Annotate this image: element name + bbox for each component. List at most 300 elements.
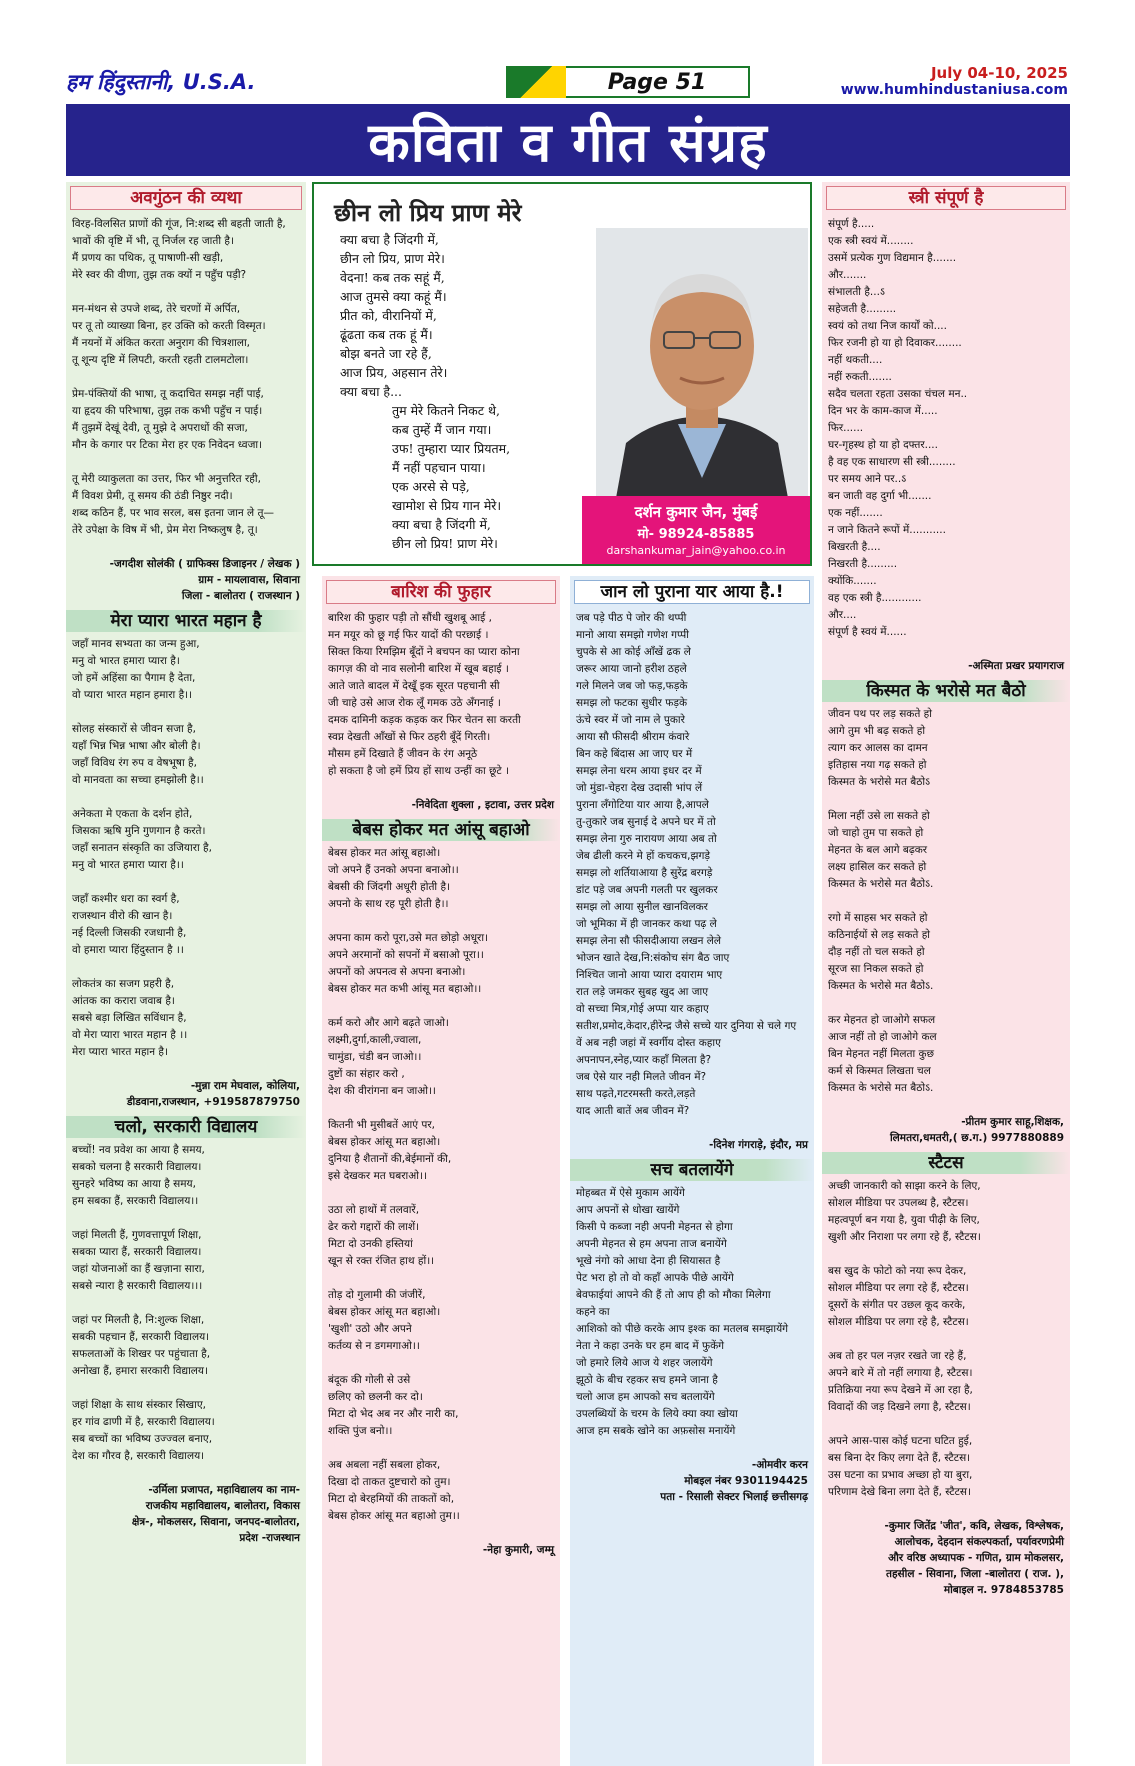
- poem-stanza: [328, 1202, 554, 1270]
- poem-stanza: [328, 1372, 554, 1440]
- poem-stanza: [328, 1457, 554, 1525]
- banner-title: कविता व गीत संग्रह: [368, 111, 768, 174]
- poem-line: स्वयं को तथा निज कार्यों को....: [828, 320, 947, 332]
- author-phone: मो- 98924-85885: [637, 527, 755, 542]
- poem-line: निश्चित जानो आया प्यारा दयाराम भाए: [576, 969, 723, 981]
- poem-line: प्रेम-पंक्तियों की भाषा, तू कदाचित समझ नहीं पाई,: [72, 388, 264, 400]
- poem-line: सोशल मीडिया पर लगा रहे हैं, स्टैटस।: [828, 1282, 969, 1294]
- poem-line: एक नहीं.......: [828, 507, 883, 519]
- poem-line: जीवन पथ पर लड़ सकते हो: [828, 708, 932, 720]
- poem-stanza: [328, 1287, 554, 1355]
- poem-line: जहाँ कश्मीर धरा का स्वर्ग है,: [72, 893, 180, 905]
- poem-line: जो अपने हैं उनको अपना बनाओ।।: [328, 864, 459, 876]
- poem-line: चुपके से आ कोई आँखें ढक ले: [576, 646, 691, 658]
- poem-body: [822, 216, 1070, 641]
- poem-line: जहां पर मिलती है, नि:शुल्क शिक्षा,: [72, 1314, 205, 1326]
- poem-line: सुनहरे भविष्य का आया है समय,: [72, 1178, 196, 1190]
- poem-line: भोजन खाते देख,नि:संकोच संग बैठ जाए: [576, 952, 730, 964]
- poem-stanza: [72, 1312, 300, 1380]
- poem-line: क्योंकि.......: [828, 575, 877, 587]
- poem-line: बेबसी की जिंदगी अधूरी होती है।: [328, 881, 451, 893]
- poem-line: अब तो हर पल नज़र रखते जा रहे हैं,: [828, 1350, 967, 1362]
- poem-line: मिटा दो उनकी हस्तियां: [328, 1238, 413, 1250]
- poem-stanza: [328, 610, 554, 780]
- poem-line: सोलह संस्कारों से जीवन सजा है,: [72, 723, 196, 735]
- poem-line: एक स्त्री स्वयं में........: [828, 235, 914, 247]
- poem-line: मिला नहीं उसे ला सकते हो: [828, 810, 930, 822]
- poem-title: स्त्री संपूर्ण है: [826, 186, 1066, 210]
- featured-poem-title: छीन लो प्रिय प्राण मेरे: [334, 199, 522, 227]
- poem-stanza: [328, 1117, 554, 1185]
- poem-line: सब बच्चों का भविष्य उज्ज्वल बनाए,: [72, 1433, 213, 1445]
- poem-line: सबको चलना है सरकारी विद्यालय।: [72, 1161, 202, 1173]
- poem-stanza: [72, 216, 300, 284]
- poem-line: समझ लो आया सुनील खानविलकर: [576, 901, 708, 913]
- poem-line: आशिको को पीछे करके आप इश्क का मतलब समझायेंगे: [576, 1323, 789, 1335]
- poem-line: जहाँ सनातन संस्कृति का उजियारा है,: [72, 842, 212, 854]
- poem-line: खून से रक्त रंजित हाथ हों।।: [328, 1255, 435, 1267]
- poem-line: उस घटना का प्रभाव अच्छा हो या बुरा,: [828, 1469, 973, 1481]
- poem-line: कठिनाईयों से लड़ सकते हो: [828, 929, 931, 941]
- poem-line: स्वप्न देखती आँखों से फिर ठहरी बूँदें गिरती।: [328, 731, 491, 743]
- poem-line: मोहब्बत में ऐसे मुकाम आयेंगे: [576, 1187, 685, 1199]
- poem-credit: [322, 1542, 560, 1558]
- poem-line: अब अबला नहीं सबला होकर,: [328, 1459, 441, 1471]
- poem-body: [822, 706, 1070, 1097]
- poem-line: चलो आज हम आपको सच बतलायेंगे: [576, 1391, 715, 1403]
- poem-stanza: [828, 1263, 1064, 1331]
- section-banner: [66, 104, 1070, 176]
- poem-stanza: [828, 1348, 1064, 1416]
- poem-line: उठा लो हाथों में तलवारें,: [328, 1204, 420, 1216]
- featured-poem-line: मैं नहीं पहचान पाया।: [392, 460, 486, 475]
- featured-poem-line: प्रीत को, वीरानियों में,: [340, 308, 437, 323]
- poem-line: विवादों की जड़ दिखने लगा है, स्टैटस।: [828, 1401, 971, 1413]
- poem-line: वो हमारा प्यारा हिंदुस्तान है ।।: [72, 944, 184, 956]
- poem-line: तेरे उपेक्षा के विष में भी, प्रेम मेरा निष्कलुष है, तू।: [72, 524, 258, 536]
- poem-line: मेहनत के बल आगे बढ़कर: [828, 844, 928, 856]
- poem-stanza: [72, 1227, 300, 1295]
- poem-line: मनु वो भारत हमारा प्यारा है।।: [72, 859, 184, 871]
- poem-title: मेरा प्यारा भारत महान है: [66, 610, 306, 632]
- poem-stanza: [828, 910, 1064, 995]
- featured-poem-line: एक अरसे से पड़े,: [392, 479, 470, 494]
- poem-stanza: [72, 636, 300, 704]
- poem-title: अवगुंठन की व्यथा: [70, 186, 302, 210]
- poem-line: कर मेहनत हो जाओगे सफल: [828, 1014, 936, 1026]
- credit-line: मोबइल नंबर 9301194425: [684, 1475, 808, 1487]
- poem-line: गले मिलने जब जो फड़,फड़के: [576, 680, 688, 692]
- poem-body: [322, 845, 560, 1525]
- poem-line: वो मेरा प्यारा भारत महान है ।।: [72, 1029, 188, 1041]
- poem-line: छलिए को छलनी कर दो।: [328, 1391, 423, 1403]
- poem-line: प्रतिक्रिया नया रूप देखने में आ रहा है,: [828, 1384, 973, 1396]
- credit-line: मोबाइल न. 9784853785: [943, 1584, 1064, 1596]
- poem-line: बारिश की फुहार पड़ी तो सौंधी खुशबू आई ,: [328, 612, 492, 624]
- featured-poem-line: वेदना! कब तक सहूं मैं,: [340, 270, 445, 285]
- credit-line: -ओमवीर करन: [751, 1459, 808, 1471]
- poem-line: बिन कहे बिंदास आ जाए घर में: [576, 748, 693, 760]
- poem-credit: [66, 1482, 306, 1546]
- poem-stanza: [828, 1433, 1064, 1501]
- poem-line: और....: [828, 609, 857, 621]
- poem-title: जान लो पुराना यार आया है.!: [574, 580, 810, 604]
- poem-line: मानो आया समझो गणेश गप्पी: [576, 629, 689, 641]
- poem-line: आज नहीं तो हो जाओगे कल: [828, 1031, 937, 1043]
- poem-line: आते जाते बादल में देखूँ इक सूरत पहचानी सी: [328, 680, 500, 692]
- poem-line: आज हम सबके खोने का अफ़सोस मनायेंगे: [576, 1425, 736, 1437]
- featured-poem-line: तुम मेरे कितने निकट थे,: [392, 403, 501, 418]
- poem-line: दुनिया है शैतानों की,बेईमानों की,: [328, 1153, 452, 1165]
- poem-stanza: [72, 976, 300, 1061]
- poem-line: हम सबका हैं, सरकारी विद्यालय।।: [72, 1195, 199, 1207]
- poem-line: मेरा प्यारा भारत महान है।: [72, 1046, 168, 1058]
- poem-line: जहाँ मानव सभ्यता का जन्म हुआ,: [72, 638, 200, 650]
- poem-stanza: [72, 301, 300, 369]
- poem-line: बिन मेहनत नहीं मिलता कुछ: [828, 1048, 934, 1060]
- poem-line: मनु वो भारत हमारा प्यारा है।: [72, 655, 180, 667]
- poem-line: कर्म से किस्मत लिखता चल: [828, 1065, 931, 1077]
- poem-line: अनोखा हैं, हमारा सरकारी विद्यालय।: [72, 1365, 208, 1377]
- poem-line: सूरज सा निकल सकते हो: [828, 963, 924, 975]
- poem-line: वो प्यारा भारत महान हमारा है।।: [72, 689, 193, 701]
- featured-poem-line: आज प्रिय, अहसान तेरे।: [340, 365, 448, 380]
- poem-line: भावों की वृष्टि में भी, तू निर्जल रह जाती है।: [72, 235, 234, 247]
- poem-line: अच्छी जानकारी को साझा करने के लिए,: [828, 1180, 981, 1192]
- credit-line: डीडवाना,राजस्थान, +919587879750: [126, 1096, 300, 1108]
- credit-line: -उर्मिला प्रजापत, महाविद्यालय का नाम-: [148, 1484, 300, 1496]
- credit-line: -मुन्ना राम मेघवाल, कोलिया,: [190, 1080, 300, 1092]
- poem-line: सबका प्यारा हैं, सरकारी विद्यालय।: [72, 1246, 202, 1258]
- poem-line: न जाने कितने रूपों में...........: [828, 524, 946, 536]
- poem-line: नहीं रुकती.......: [828, 371, 892, 383]
- poem-line: कागज़ की वो नाव सलोनी बारिश में खूब बहाई ।: [328, 663, 509, 675]
- poem-line: शब्द कठिन हैं, पर भाव सरल, बस इतना जान ले तू—: [72, 507, 274, 519]
- credit-line: पता - रिसाली सेक्टर भिलाई छत्तीसगढ़: [660, 1491, 808, 1503]
- poem-line: उसमें प्रत्येक गुण विद्यमान है.......: [828, 252, 957, 264]
- credit-line: -जगदीश सोलंकी ( ग्राफिक्स डिजाइनर / लेखक ): [109, 558, 300, 570]
- poem-line: मैं प्रणय का पथिक, तू पाषाणी-सी खड़ी,: [72, 252, 224, 264]
- poem-line: किस्मत के भरोसे मत बैठोऽ: [828, 776, 931, 788]
- poem-line: अपने बारे में तो नहीं लगाया है, स्टैटस।: [828, 1367, 973, 1379]
- poem-line: जब पड़े पीठ पे जोर की थप्पी: [576, 612, 687, 624]
- poem-stanza: [828, 808, 1064, 893]
- poem-line: सबकी पहचान हैं, सरकारी विद्यालय।: [72, 1331, 210, 1343]
- author-badge: [582, 496, 810, 564]
- poem-line: सोशल मीडिया पर उपलब्ध है, स्टैटस।: [828, 1197, 969, 1209]
- poem-line: संपूर्ण है.....: [828, 218, 875, 230]
- credit-line: -अस्मिता प्रखर प्रयागराज: [968, 660, 1064, 672]
- poem-line: अपनों को अपनत्व से अपना बनाओ।: [328, 966, 466, 978]
- poem-line: वें अब नही जहां में स्वर्गीय दोस्त कहाए: [576, 1037, 721, 1049]
- poem-line: कितनी भी मुसीबतें आएं पर,: [328, 1119, 435, 1131]
- poem-line: इसे देखकर मत घबराओ।।: [328, 1170, 427, 1182]
- poem-line: अपना काम करो पूरा,उसे मत छोड़ो अधूरा।: [328, 932, 489, 944]
- poem-line: लोकतंत्र का सजग प्रहरी है,: [72, 978, 175, 990]
- poem-stanza: [828, 216, 1064, 641]
- poem-credit: [570, 1457, 814, 1505]
- poem-line: जहां शिक्षा के साथ संस्कार सिखाए,: [72, 1399, 207, 1411]
- poem-line: वह एक स्त्री है............: [828, 592, 922, 604]
- poem-line: दमक दामिनी कड़क कड़क कर फिर चेतन सा करती: [328, 714, 521, 726]
- poem-body: [66, 636, 306, 1061]
- poem-stanza: [72, 891, 300, 959]
- credit-line: तहसील - सिवाना, जिला -बालोतरा ( राज. ),: [886, 1568, 1064, 1580]
- poem-line: मेरे स्वर की वीणा, तुझ तक क्यों न पहुँच पड़ी?: [72, 269, 247, 281]
- poem-credit: [322, 797, 560, 813]
- poem-line: किस्मत के भरोसे मत बैठोऽ.: [828, 980, 934, 992]
- poem-line: याद आती बातें अब जीवन में?: [576, 1105, 690, 1117]
- poem-stanza: [576, 610, 808, 1120]
- poem-line: शक्ति पुंज बनो।।: [328, 1425, 393, 1437]
- poem-line: बस खुद के फोटो को नया रूप देकर,: [828, 1265, 967, 1277]
- poem-line: किस्मत के भरोसे मत बैठोऽ.: [828, 878, 934, 890]
- poem-line: तोड़ दो गुलामी की जंजीरें,: [328, 1289, 426, 1301]
- website-link[interactable]: www.humhindustaniusa.com: [840, 82, 1068, 98]
- poem-line: आया सौ फीसदी श्रीराम कंवारे: [576, 731, 690, 743]
- poem-line: समझ लेना धरम आया इधर दर में: [576, 765, 702, 777]
- poem-line: राजस्थान वीरो की खान है।: [72, 910, 173, 922]
- poem-line: जो चाहो तुम पा सकते हो: [828, 827, 924, 839]
- column-1: [66, 182, 306, 1764]
- poem-stanza: [328, 845, 554, 913]
- poem-line: जहाँ विविध रंग रुप व वेषभूषा है,: [72, 757, 197, 769]
- credit-line: -निवेदिता शुक्ला , इटावा, उत्तर प्रदेश: [411, 799, 554, 811]
- poem-line: समझ लेना गुरु नारायण आया अब तो: [576, 833, 717, 845]
- credit-line: -कुमार जितेंद्र 'जीत', कवि, लेखक, विश्लेषक,: [884, 1520, 1064, 1532]
- poem-line: समझ लो शर्तियाआया है सुरेंद्र बरगड़े: [576, 867, 713, 879]
- featured-poem-line: क्या बचा है जिंदगी में,: [392, 517, 491, 532]
- poem-line: डांट पड़े जब अपनी गलती पर खुलकर: [576, 884, 718, 896]
- poem-body: [66, 1142, 306, 1465]
- poem-line: महत्वपूर्ण बन गया है, युवा पीढ़ी के लिए,: [828, 1214, 980, 1226]
- poem-line: जब ऐसे यार नही मिलते जीवन में?: [576, 1071, 707, 1083]
- poem-line: अपने अरमानों को सपनों में बसाओ पूरा।।: [328, 949, 484, 961]
- poem-line: जो भूमिका में ही जानकर कथा पढ़ ले: [576, 918, 717, 930]
- poem-line: सफलताओं के शिखर पर पहुंचाता है,: [72, 1348, 211, 1360]
- poem-title: चलो, सरकारी विद्यालय: [66, 1116, 306, 1138]
- credit-line: ग्राम - मायलावास, सिवाना: [198, 574, 300, 586]
- poem-line: मन मयूर को छू गई फिर यादों की परछाई ।: [328, 629, 489, 641]
- featured-poem-line: छीन लो प्रिय, प्राण मेरे।: [340, 251, 445, 266]
- poem-line: या हृदय की परिभाषा, तुझ तक कभी पहुँच न पाई।: [72, 405, 263, 417]
- poem-line: बेबस होकर आंसू मत बहाओ।: [328, 1306, 441, 1318]
- poem-credit: [66, 1078, 306, 1110]
- poem-credit: [822, 658, 1070, 674]
- poem-stanza: [72, 806, 300, 874]
- poem-line: बेबस होकर मत आंसू बहाओ।: [328, 847, 441, 859]
- poem-line: और.......: [828, 269, 867, 281]
- featured-poem-line: कब तुम्हें मैं जान गया।: [392, 422, 492, 437]
- poem-line: आप अपनों से धोखा खायेंगे: [576, 1204, 680, 1216]
- poem-credit: [66, 556, 306, 604]
- poem-line: फिर रजनी हो या हो दिवाकर........: [828, 337, 962, 349]
- poem-stanza: [576, 1185, 808, 1440]
- poem-line: दिन भर के काम-काज में.....: [828, 405, 938, 417]
- featured-poem-line: उफ! तुम्हारा प्यार प्रियतम,: [392, 441, 511, 456]
- page-header: [66, 66, 1070, 100]
- poem-line: सबसे बड़ा लिखित सविंधान है,: [72, 1012, 187, 1024]
- poem-line: खुशी और निराशा पर लगा रहे हैं, स्टैटस।: [828, 1231, 981, 1243]
- poem-line: सहेजती है.........: [828, 303, 897, 315]
- poem-line: देश की वीरांगना बन जाओ।।: [328, 1085, 436, 1097]
- poem-line: सबसे न्यारा है सरकारी विद्यालय।।।: [72, 1280, 203, 1292]
- poem-line: सोशल मीडिया पर लगा रहे है, स्टैटस।: [828, 1316, 969, 1328]
- poem-line: ऊंचे स्वर में जो नाम ले पुकारे: [576, 714, 685, 726]
- poem-line: हो सकता है जो हमें प्रिय हों साथ उन्हीं का छूटे ।: [328, 765, 510, 777]
- poem-line: किसी पे कब्जा नही अपनी मेहनत से होगा: [576, 1221, 733, 1233]
- featured-poem-body: [340, 230, 610, 553]
- poem-line: पर समय आने पर..ऽ: [828, 473, 907, 485]
- poem-line: कहने का: [576, 1306, 610, 1318]
- featured-poem-line: खामोश से प्रिय गान मेरे।: [392, 498, 502, 513]
- poem-line: संपूर्ण है स्वयं में......: [828, 626, 907, 638]
- poem-line: तु-तुकारे जब सुनाई दे अपने घर में तो: [576, 816, 716, 828]
- credit-line: राजकीय महाविद्यालय, बालोतरा, विकास: [145, 1500, 300, 1512]
- poem-line: मन-मंथन से उपजे शब्द, तेरे चरणों में अर्पित,: [72, 303, 241, 315]
- poem-line: बेवफाईयां आपने की हैं तो आप ही को मौका मिलेगा: [576, 1289, 771, 1301]
- poem-body: [570, 610, 814, 1120]
- poem-line: जिसका ऋषि मुनि गुणगान है करते।: [72, 825, 206, 837]
- poem-line: जो हमारे लिये आज ये शहर जलायेंगे: [576, 1357, 713, 1369]
- poem-line: बस बिना देर किए लगा देते हैं, स्टैटस।: [828, 1452, 971, 1464]
- poem-line: विरह-विलसित प्राणों की गूंज, नि:शब्द सी बहती जाती है,: [72, 218, 286, 230]
- poem-line: कर्म करो और आगे बढ़ते जाओ।: [328, 1017, 449, 1029]
- poem-line: नहीं थकती....: [828, 354, 883, 366]
- poem-line: जहां योजनाओं का हैं खज़ाना सारा,: [72, 1263, 205, 1275]
- poem-line: पर तू तो व्याख्या बिना, हर उक्ति को करती विस्मृत।: [72, 320, 266, 332]
- poem-line: समझ लो फटका सुधीर फड़के: [576, 697, 688, 709]
- poem-line: दुष्टों का संहार करो ,: [328, 1068, 405, 1080]
- poem-stanza: [72, 721, 300, 789]
- author-name: दर्शन कुमार जैन, मुंबई: [634, 503, 758, 521]
- poem-line: त्याग कर आलस का दामन: [828, 742, 928, 754]
- featured-poem-box: [312, 182, 812, 566]
- poem-line: यहाँ भिन्न भिन्न भाषा और बोली है।: [72, 740, 201, 752]
- poem-line: सिक्त किया रिमझिम बूँदों ने बचपन का प्यारा कोना: [328, 646, 520, 658]
- masthead: हम हिंदुस्तानी, U.S.A.: [66, 70, 256, 94]
- poem-line: अनेकता मे एकता के दर्शन होते,: [72, 808, 193, 820]
- featured-poem-line: बोझ बनते जा रहे हैं,: [340, 346, 432, 361]
- poem-line: वो मानवता का सच्चा हमझोली है।।: [72, 774, 204, 786]
- poem-line: रात लड़े जमकर सुबह खुद आ जाए: [576, 986, 709, 998]
- poem-line: अपनापन,स्नेह,प्यार कहाँ मिलता है?: [576, 1054, 712, 1066]
- poem-line: नेता ने कहा उनके घर हम बाद में फुकेंगे: [576, 1340, 725, 1352]
- poem-line: परिणाम देखे बिना लगा देते हैं, स्टैटस।: [828, 1486, 971, 1498]
- poem-line: फिर......: [828, 422, 864, 434]
- poem-line: जो हमें अहिंसा का पैगाम है देता,: [72, 672, 196, 684]
- poem-line: है वह एक साधारण सी स्त्री........: [828, 456, 956, 468]
- column-4: [822, 182, 1070, 1764]
- poem-stanza: [828, 1178, 1064, 1246]
- poem-line: निखरती है.........: [828, 558, 898, 570]
- credit-line: और वरिष्ठ अध्यापक - गणित, ग्राम मोकलसर,: [888, 1552, 1064, 1564]
- poem-line: बेबस होकर आंसू मत बहाओ।: [328, 1136, 441, 1148]
- poem-line: चामुंडा, चंडी बन जाओ।।: [328, 1051, 422, 1063]
- featured-poem-line: छीन लो प्रिय! प्राण मेरे।: [392, 536, 498, 551]
- poem-body: [66, 216, 306, 539]
- poem-title: स्टैटस: [822, 1152, 1070, 1174]
- poem-line: समझ लेना सौ फीसदीआया लखन लेले: [576, 935, 722, 947]
- poem-line: दूसरों के संगीत पर उछल कूद करके,: [828, 1299, 966, 1311]
- poem-stanza: [328, 930, 554, 998]
- poem-line: झूठो के बीच रहकर सच हमने जाना है: [576, 1374, 718, 1386]
- page-number: Page 51: [564, 66, 750, 98]
- poem-body: [570, 1185, 814, 1440]
- poem-line: मैं तुझमें देखूं देवी, तू मुझे दे अपराधों की सजा,: [72, 422, 248, 434]
- poem-line: बंदूक की गोली से उसे: [328, 1374, 411, 1386]
- poem-line: वो सच्चा मित्र,गोई अप्पा यार कहाए: [576, 1003, 709, 1015]
- column-2: [322, 576, 560, 1766]
- poem-stanza: [72, 1397, 300, 1465]
- poem-line: बेबस होकर मत कभी आंसू मत बहाओ।।: [328, 983, 482, 995]
- poem-line: अपनी मेहनत से हम अपना ताज बनायेंगे: [576, 1238, 727, 1250]
- poem-line: पुराना लँगोटिया यार आया है,आपले: [576, 799, 709, 811]
- poem-line: मैं नयनों में अंकित करता अनुराग की चित्रशाला,: [72, 337, 251, 349]
- credit-line: क्षेत्र-, मोकलसर, सिवाना, जनपद-बालोतरा,: [131, 1516, 300, 1528]
- author-photo: [596, 228, 808, 498]
- poem-line: जहां मिलती हैं, गुणवत्तापूर्ण शिक्षा,: [72, 1229, 202, 1241]
- featured-poem-line: आज तुमसे क्या कहूं मैं।: [340, 289, 447, 304]
- poem-line: मिटा दो बेरहमियों की ताकतों को,: [328, 1493, 455, 1505]
- poem-line: लक्ष्मी,दुर्गा,काली,ज्वाला,: [328, 1034, 422, 1046]
- poem-line: रगो में साहस भर सकते हो: [828, 912, 928, 924]
- credit-line: लिमतरा,धमतरी,( छ.ग.) 9977880889: [889, 1132, 1064, 1144]
- author-email[interactable]: darshankumar_jain@yahoo.co.in: [606, 544, 786, 557]
- poem-stanza: [828, 1012, 1064, 1097]
- poem-line: तू शून्य दृष्टि में लिपटी, करती रहती टालमटोला।: [72, 354, 249, 366]
- credit-line: प्रदेश -राजस्थान: [239, 1532, 300, 1544]
- author-portrait-image: [596, 228, 808, 498]
- credit-line: -नेहा कुमारी, जम्मू: [482, 1544, 554, 1556]
- poem-line: दौड़ नहीं तो चल सकते हो: [828, 946, 925, 958]
- poem-line: अपने आस-पास कोई घटना घटित हुई,: [828, 1435, 973, 1447]
- poem-line: बन जाती वह दुर्गा भी.......: [828, 490, 932, 502]
- poem-line: आगे तुम भी बढ़ सकते हो: [828, 725, 926, 737]
- poem-stanza: [72, 471, 300, 539]
- poem-title: किस्मत के भरोसे मत बैठो: [822, 680, 1070, 702]
- poem-credit: [570, 1137, 814, 1153]
- column-3: [570, 576, 814, 1766]
- credit-line: -दिनेश गंगराड़े, इंदौर, मप्र: [708, 1139, 808, 1151]
- poem-line: उपलब्धियों के चरम के लिये क्या क्या खोया: [576, 1408, 738, 1420]
- credit-line: जिला - बालोतरा ( राजस्थान ): [181, 590, 300, 602]
- poem-line: घर-गृहस्थ हो या हो दफ्तर....: [828, 439, 938, 451]
- poem-stanza: [328, 1015, 554, 1100]
- poem-line: साथ पढ़ते,गटरमस्ती करते,लड़ते: [576, 1088, 696, 1100]
- poem-body: [322, 610, 560, 780]
- poem-line: बच्चों! नव प्रवेश का आया है समय,: [72, 1144, 205, 1156]
- poem-line: हर गांव ढाणी में है, सरकारी विद्यालय।: [72, 1416, 215, 1428]
- poem-line: मिटा दो भेद अब नर और नारी का,: [328, 1408, 459, 1420]
- credit-line: -प्रीतम कुमार साहू,शिक्षक,: [961, 1116, 1064, 1128]
- poem-title: बारिश की फुहार: [326, 580, 556, 604]
- poem-line: पेट भरा हो तो वो कहाँ आपके पीछे आयेंगे: [576, 1272, 734, 1284]
- poem-credit: [822, 1518, 1070, 1598]
- poem-line: आंतक का करारा जवाब है।: [72, 995, 175, 1007]
- poem-line: मौन के कगार पर टिका मेरा हर एक निवेदन ध्वजा।: [72, 439, 263, 451]
- poem-line: जेब ढीली करने मे हों कचकच,झगड़े: [576, 850, 710, 862]
- poem-line: 'खुशी' उठो और अपने: [328, 1323, 412, 1335]
- poem-body: [822, 1178, 1070, 1501]
- poem-line: जरूर आया जानो हरीश ठहले: [576, 663, 687, 675]
- poem-line: नई दिल्ली जिसकी रजधानी है,: [72, 927, 187, 939]
- poem-line: संभालती है...ऽ: [828, 286, 885, 298]
- poem-line: किस्मत के भरोसे मत बैठोऽ.: [828, 1082, 934, 1094]
- poem-line: दिखा दो ताकत दुष्टचारो को तुम।: [328, 1476, 451, 1488]
- poem-stanza: [72, 386, 300, 454]
- issue-date: July 04-10, 2025: [930, 64, 1068, 82]
